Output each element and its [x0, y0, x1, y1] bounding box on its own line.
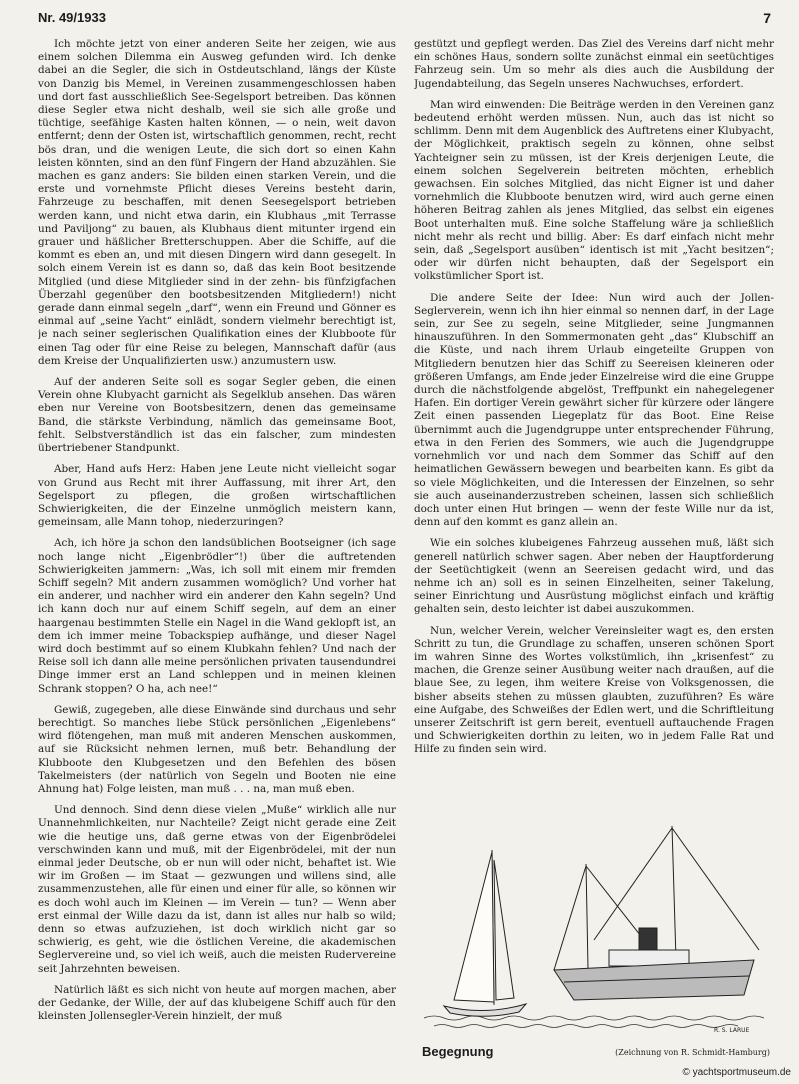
page-number: 7 — [763, 10, 771, 26]
paragraph: Auf der anderen Seite soll es sogar Segler geben, die einen Verein ohne Klubyacht garnicht als Segelklub ansehen. Das wären eben nur Vereine von Bootsbesitzern, denen das gemeinsame Band, die stärkste Verbindung, nämlich das gemeinsame Boot, fehlt. Selbstverständlich ist das ein falscher, zum mindesten übertriebener Standpunkt. — [38, 376, 396, 455]
page-header — [38, 10, 771, 32]
watermark: © yachtsportmuseum.de — [682, 1067, 791, 1078]
sailboat-jib — [494, 860, 514, 1000]
sailboat-mainsail — [454, 852, 494, 1002]
ship-sailboat-drawing — [414, 820, 774, 1044]
ship-hull — [554, 960, 754, 1000]
figure-credit: (Zeichnung von R. Schmidt-Hamburg) — [615, 1048, 770, 1057]
ship-mainmast — [672, 826, 676, 960]
paragraph: Ich möchte jetzt von einer anderen Seite her zeigen, wie aus einem solchen Dilemma ein Ausweg gefunden wird. Ich denke dabei an die Segler, die sich in Ostdeutschland, längs der Küste von Danzig bis Memel, in Vereinen zusammengeschlossen haben und dort fast ausschließlich See-Segelsport betreiben. Das können diese Segler etwa nicht deshalb, weil sie sich alle große und tüchtige, seefähige Kasten halten können, — o nein, weit davon entfernt; denn der Osten ist, wirtschaftlich genommen, recht, recht bös dran, und die wenigen Leute, die sich dort so einen Kahn leisten könnten, sind an den fünf Fingern der Hand abzuzählen. Sie machen es ganz anders: Sie bilden einen starken Verein, und die erste und vornehmste Pflicht dieses Vereins besteht darin, Fahrzeuge zu beschaffen, mit denen Seesegelsport betrieben werden kann, und nicht etwa darin, ein Klubhaus „mit Terrasse und Paviljong“ zu bauen, als Klubhaus dient mitunter irgend ein grauer und häßlicher Bretterschuppen. Aber die Schiffe, auf die kommt es eben an, und mit diesen Dingern wird dann gesegelt. In solch einem Verein ist es dann so, daß das kein Boot besitzende Mitglied (und diese Mitglieder sind in der zehn- bis fünfzigfachen Überzahl gegenüber den bootsbesitzenden Mitgliedern!) nicht gerade dann einmal segeln „darf“, wenn ein Freund und Gönner es einmal auf „seine Yacht“ einlädt, sondern vielmehr berechtigt ist, je nach seiner seglerischen Qualifikation eines der Klubboote für einen Tag oder für eine Reise zu belegen, Mannschaft dafür (aus dem Kreise der Unqualifizierten usw.) anzumustern usw. — [38, 38, 396, 367]
right-column — [414, 38, 774, 798]
artist-signature: R. S. LARUE — [714, 1027, 750, 1034]
paragraph: Ach, ich höre ja schon den landsüblichen Bootseigner (ich sage noch lange nicht „Eigenbrödler“!) über die auftretenden Schwierigkeiten jammern: „Was, ich soll mit einem mir fremden Schiff segeln? Mit andern zusammen womöglich? Und vorher hat ein anderer, und nachher wird ein anderer den Kahn segeln? Und ich kann doch nur auf einem Schiff segeln, auf dem an einer haargenau bestimmten Stelle ein Nagel in die Wand geklopft ist, an dem ich immer meine Tobackspiep aufhänge, und dieser Nagel wird doch bestimmt auf so einem Klubkahn fehlen? Und nach der Reise soll ich dann alle meine persönlichen privaten tausendundrei Dinge immer erst an Land schleppen und in meinen kleinen Schrank stoppen? O ha, ach nee!“ — [38, 537, 396, 695]
paragraph: Wie ein solches klubeigenes Fahrzeug aussehen muß, läßt sich generell natürlich schwer sagen. Aber neben der Hauptforderung der Seetüchtigkeit (wenn an Seereisen gedacht wird, und das nehme ich an) soll es in seinen Einzelheiten, seiner Takelung, seiner Einrichtung und Ausrüstung möglichst einfach und kräftig gehalten sein, desto leichter ist dabei auszukommen. — [414, 537, 774, 616]
ship-foremast — [586, 864, 588, 968]
paragraph: Man wird einwenden: Die Beiträge werden in den Vereinen ganz bedeutend erhöht werden müssen. Nun, auch das ist nicht so schlimm. Denn mit dem Augenblick des Auftretens einer Klubyacht, der Möglichkeit, praktisch segeln zu können, ohne selbst Yachteigner sein zu müssen, ist der Kreis derjenigen Leute, die einem solchen Segelverein beitreten möchten, erheblich gewachsen. Ein solches Mitglied, das nicht Eigner ist und daher vornehmlich die Klubboote benutzen wird, wird auch gerne einen höheren Beitrag zahlen als jenes Mitglied, das selbst ein eigenes Boot unterhalten muß. Eine solche Staffelung wäre ja schließlich nicht mehr als recht und billig. Aber: Es darf einfach nicht mehr sein, daß „Segelsport ausüben“ identisch ist mit „Yacht besitzen“; oder wir dürfen nicht behaupten, daß der Segelsport ein volkstümlicher Sport ist. — [414, 98, 774, 283]
paragraph: Nun, welcher Verein, welcher Vereinsleiter wagt es, den ersten Schritt zu tun, die Grundlage zu schaffen, unseren schönen Sport im wahren Sinne des Wortes volkstümlich, ihn „krisenfest“ zu machen, die Grenze seiner Ausübung weiter nach draußen, auf die blaue See, zu legen, ihm weitere Kreise von Volksgenossen, die bisher abseits stehen zu müssen glaubten, zuzuführen? Es wäre eine Aufgabe, des Schweißes der Edlen wert, und die Schriftleitung unserer Zeitschrift ist gern bereit, eventuell auftauchende Fragen und Schwierigkeiten dorthin zu leiten, wo in jedem Falle Rat und Hilfe zu finden sein wird. — [414, 624, 774, 756]
sailboat-hull — [444, 1004, 526, 1016]
figure-caption: Begegnung — [422, 1044, 494, 1059]
sea-waves — [424, 1016, 764, 1028]
paragraph: Gewiß, zugegeben, alle diese Einwände sind durchaus und sehr berechtigt. So manches liebe Stück persönlichen „Eigenlebens“ wird flötengehen, man muß mit anderen Menschen auskommen, auf sie Rücksicht nehmen lernen, muß betr. Behandlung der Klubboote den Klubgesetzen und den Befehlen des bösen Takelmeisters (der natürlich von Segeln und Booten nie eine Ahnung hat) Folge leisten, man muß . . . na, man muß eben. — [38, 703, 396, 795]
paragraph: gestützt und gepflegt werden. Das Ziel des Vereins darf nicht mehr ein schönes Haus, sondern sollte zunächst einmal ein seetüchtiges Fahrzeug sein. Um so mehr als dies auch die Ausbildung der Jugendabteilung, das Segeln unseres Nachwuchses, erfordert. — [414, 38, 774, 90]
paragraph: Aber, Hand aufs Herz: Haben jene Leute nicht vielleicht sogar von Grund aus Recht mit ihrer Auffassung, mit ihrer Art, den Segelsport zu pflegen, die großen wirtschaftlichen Schwierigkeiten, die der Einzelne unmöglich meistern kann, gemeinsam, alle Mann tohop, niederzuringen? — [38, 463, 396, 529]
illustration — [414, 820, 774, 1060]
paragraph: Und dennoch. Sind denn diese vielen „Muße“ wirklich alle nur Unannehmlichkeiten, nur Nachteile? Zeigt nicht gerade eine Zeit wie die heutige uns, daß gerne etwas von der Eigenbrödelei verschwinden kann und muß, mit der Eigenbrödelei, mit der nun einmal jeder Deutsche, ob er nun will oder nicht, behaftet ist. Wie wir im Großen — im Staat — gezwungen und willens sind, alle zusammenzustehen, alle für einen und einer für alle, so können wir es doch wohl auch im Kleinen — im Verein — tun? — Wenn aber erst einmal der Wille dazu da ist, dann ist alles nur halb so wild; denn so etwas aufzuziehen, ist doch wirklich nicht gar so schwierig, es geht, wie die östlichen Vereine, die akademischen Seglervereine und, so viel ich weiß, auch die meisten Rudervereine seit Jahrzehnten beweisen. — [38, 804, 396, 975]
left-column — [38, 38, 396, 1068]
paragraph: Die andere Seite der Idee: Nun wird auch der Jollen-Seglerverein, wenn ich ihn hier einmal so nennen darf, in der Lage sein, zur See zu segeln, seine Mitglieder, seine Jungmannen hinauszuführen. In den Sommermonaten geht „das“ Klubschiff an die Küste, und nach ihrem Urlaub eingeteilte Gruppen von Mitgliedern benutzen hier das Schiff zu Seereisen kleineren oder größeren Umfangs, am Ende jeder Einzelreise wird die eine Gruppe durch die nächstfolgende abgelöst, Treffpunkt ein nahegelegener Hafen. Ein dortiger Verein gewährt sicher für kürzere oder längere Zeit einen passenden Liegeplatz für das Boot. Eine Reise übernimmt auch die Jugendgruppe unter entsprechender Führung, etwa in den Ferien des Sommers, wie auch die Jugendgruppe vornehmlich vor und nach dem Sommer das Schiff auf den heimatlichen Gewässern bewegen und bearbeiten kann. Es gibt da so viele Möglichkeiten, und die Interessen der Einzelnen, so sehr sie auch auseinanderzustreben scheinen, lassen sich schließlich doch unter einen Hut bringen — wenn der feste Wille nur da ist, denn auf den kommt es ganz allein an. — [414, 291, 774, 529]
issue-number: Nr. 49/1933 — [38, 10, 106, 25]
paragraph: Natürlich läßt es sich nicht von heute auf morgen machen, aber der Gedanke, der Wille, der auf das klubeigene Schiff auch für den kleinsten Jollensegler-Verein hinzielt, der muß — [38, 983, 396, 1023]
